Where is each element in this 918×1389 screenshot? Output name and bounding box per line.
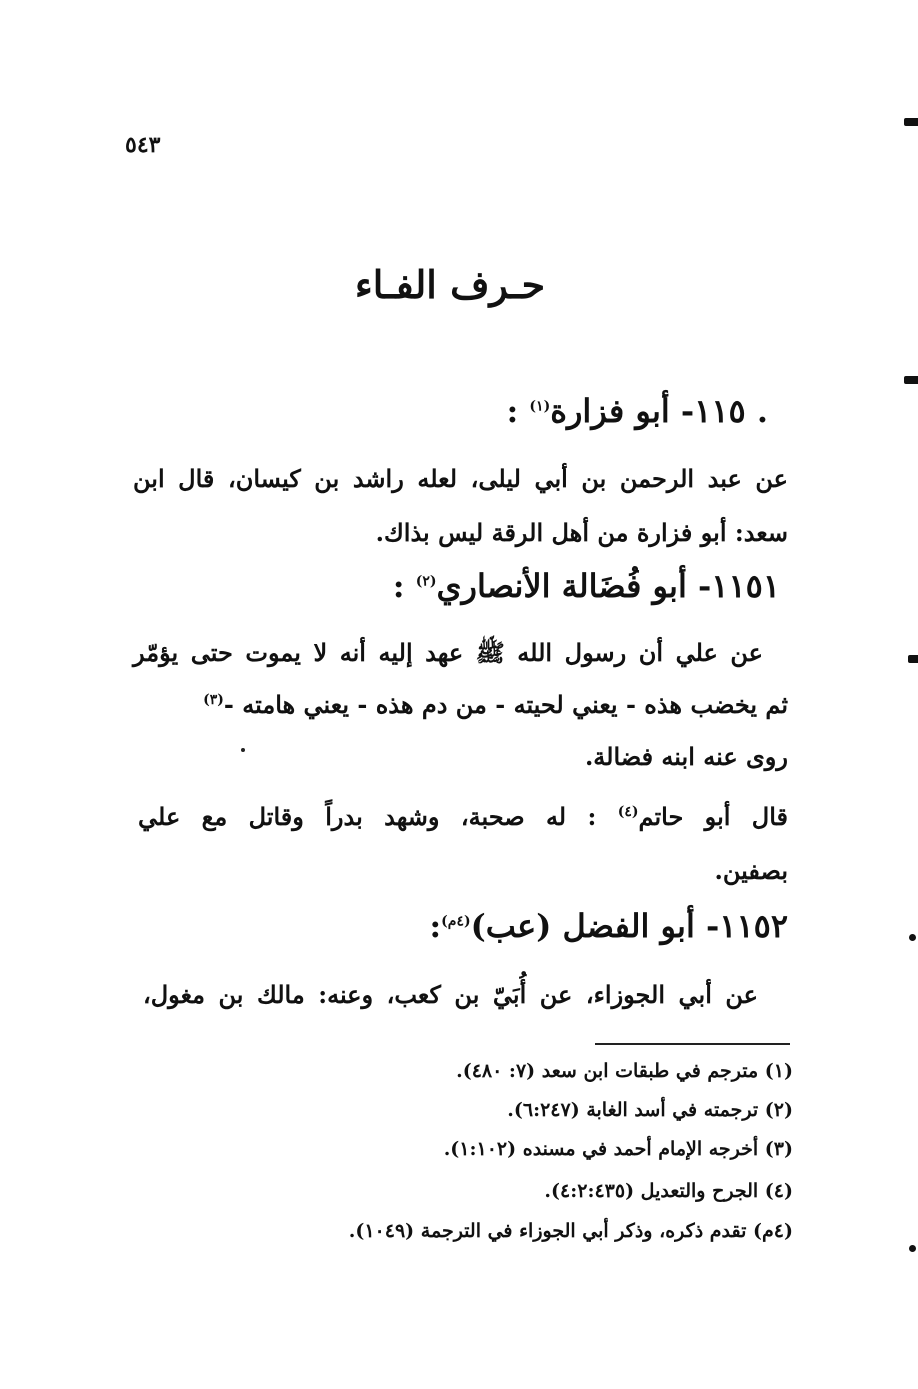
footnote-ref: (٣): [203, 692, 224, 708]
body-line: [133, 638, 763, 673]
entry-heading: [393, 567, 780, 605]
body-line-text: قال أبو حاتم: [638, 802, 788, 831]
binding-mark: [909, 934, 916, 941]
body-line: [133, 464, 788, 493]
body-line-text: : له صحبة، وشهد بدراً وقاتل مع علي: [138, 802, 618, 831]
body-line: [203, 690, 788, 719]
body-line-text: بصفين.: [714, 856, 788, 885]
body-line: [143, 980, 758, 1009]
binding-mark: [904, 118, 918, 126]
entry-heading: [429, 907, 788, 945]
body-line: [585, 742, 788, 771]
binding-mark: [908, 655, 918, 663]
binding-mark: [904, 376, 918, 384]
footnote-ref: (٢): [415, 573, 437, 590]
body-line: [715, 856, 789, 885]
body-line: [376, 518, 788, 547]
page-number: ٥٤٣: [125, 132, 161, 158]
body-line-text: عن أبي الجوزاء، عن أُبَيّ بن كعب، وعنه: مالك بن مغول،: [143, 980, 758, 1009]
body-line-text: عن علي أن رسول الله ﷺ عهد إليه أنه لا يموت حتى يؤمّر: [133, 638, 763, 667]
footnote: (٤م) تقدم ذكره، وذكر أبي الجوزاء في الترجمة (١٠٤٩).: [348, 1220, 793, 1242]
footnote-ref: (٤): [617, 804, 639, 820]
heading-colon: :: [429, 907, 442, 945]
body-line-text: عن عبد الرحمن بن أبي ليلى، لعله راشد بن كيسان، قال ابن: [133, 464, 788, 493]
body-line-text: سعد: أبو فزارة من أهل الرقة ليس بذاك.: [375, 518, 788, 547]
footnote: (٣) أخرجه الإمام أحمد في مسنده (١:١٠٢).: [443, 1138, 793, 1160]
body-line-text: روى عنه ابنه فضالة.: [584, 742, 788, 771]
entry-heading-text: ١١٥٢- أبو الفضل (عب): [470, 907, 788, 945]
footnote-divider: [595, 1043, 790, 1045]
entry-heading-text: ١١٥١- أبو فُضَالة الأنصاري: [436, 567, 780, 605]
entry-heading-text: . ١١٥- أبو فزارة: [550, 392, 768, 430]
heading-colon: :: [506, 392, 530, 430]
entry-heading: [506, 392, 768, 430]
footnote-ref: (٤م): [441, 913, 471, 930]
ink-speck: [241, 748, 245, 752]
footnote: (٤) الجرح والتعديل (٤:٢:٤٣٥).: [544, 1180, 793, 1202]
body-line: [138, 802, 788, 831]
chapter-title: حـرف الفـاء: [354, 262, 546, 307]
footnote-ref: (١): [529, 398, 551, 415]
footnote: (١) مترجم في طبقات ابن سعد (٧: ٤٨٠).: [456, 1060, 793, 1082]
body-line-text: ثم يخضب هذه - يعني لحيته - من دم هذه - يعني هامته -: [223, 690, 788, 719]
footnote: (٢) ترجمته في أسد الغابة (٦:٢٤٧).: [507, 1099, 793, 1121]
heading-colon: :: [392, 567, 416, 605]
binding-mark: [909, 1245, 916, 1252]
